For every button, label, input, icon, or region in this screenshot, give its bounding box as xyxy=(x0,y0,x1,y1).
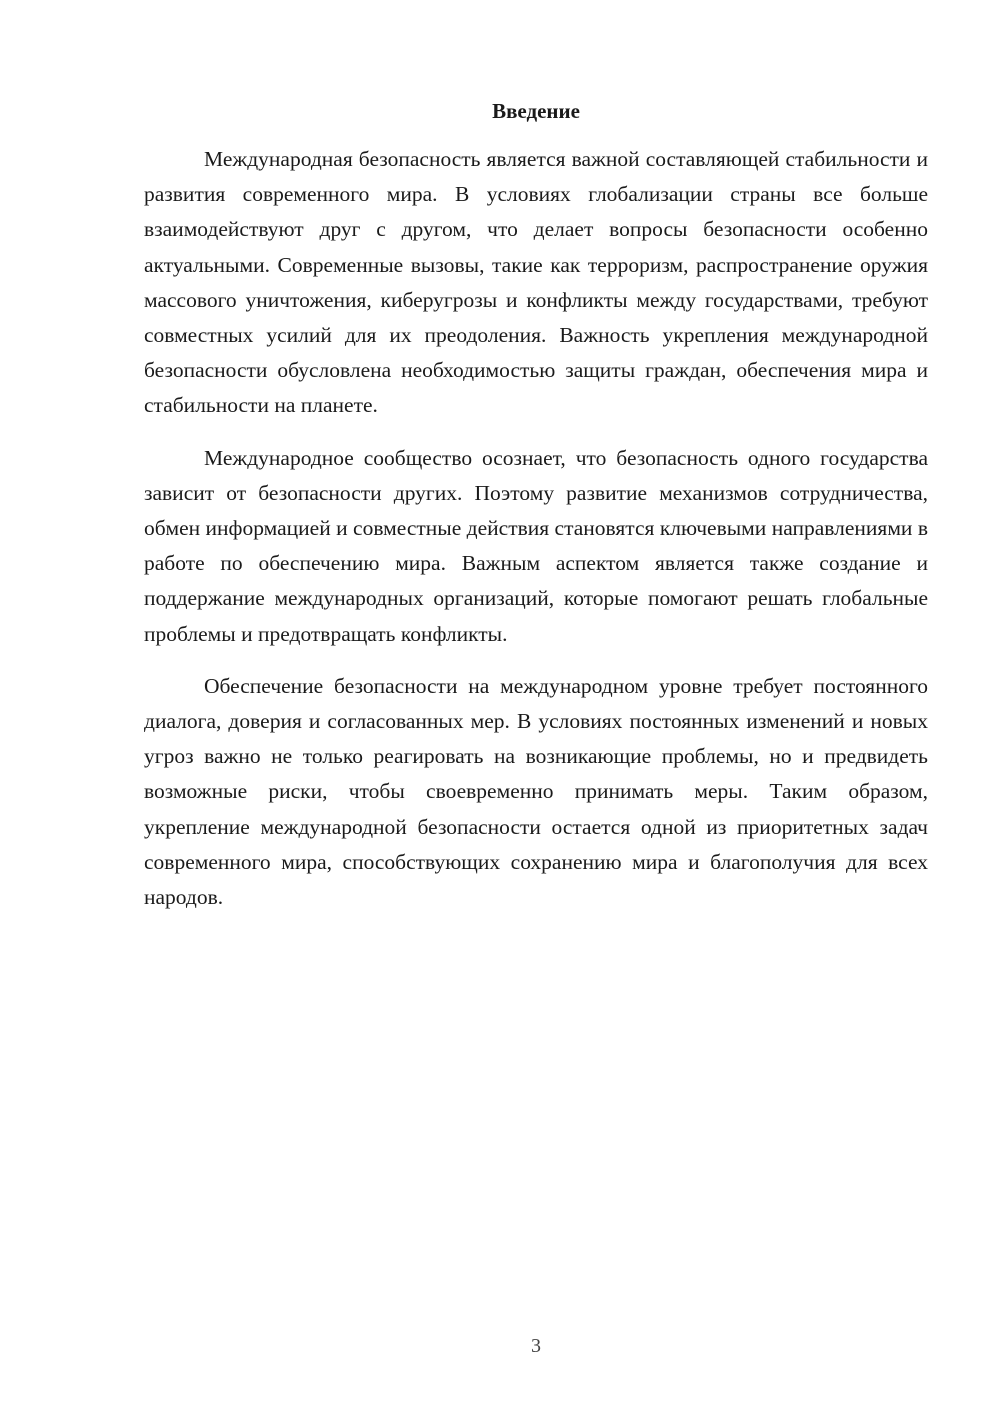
section-heading: Введение xyxy=(492,99,580,123)
paragraph-3: Обеспечение безопасности на международном уровне требует постоянного диалога, доверия и согласованных мер. В условиях постоянных изменений и новых угроз важно не только реагировать на возникающие проблемы, но и предвидеть возможные риски, чтобы своевременно принимать меры. Таким образом, укрепление международной безопасности остается одной из приоритетных задач современного мира, способствующих сохранению мира и благополучия для всех народов. xyxy=(144,673,928,910)
paragraph-1: Международная безопасность является важной составляющей стабильности и развития современного мира. В условиях глобализации страны все больше взаимодействуют друг с другом, что делает вопросы безопасности особенно актуальными. Современные вызовы, такие как терроризм, распространение оружия массового уничтожения, киберугрозы и конфликты между государствами, требуют совместных усилий для их преодоления. Важность укрепления международной безопасности обусловлена необходимостью защиты граждан, обеспечения мира и стабильности на планете. xyxy=(144,147,928,418)
body-text xyxy=(144,142,928,932)
paragraph-2: Международное сообщество осознает, что безопасность одного государства зависит от безопасности других. Поэтому развитие механизмов сотрудничества, обмен информацией и совместные действия становятся ключевыми направлениями в работе по обеспечению мира. Важным аспектом является также создание и поддержание международных организаций, которые помогают решать глобальные проблемы и предотвращать конфликты. xyxy=(144,445,928,646)
page-number: 3 xyxy=(531,1335,541,1357)
